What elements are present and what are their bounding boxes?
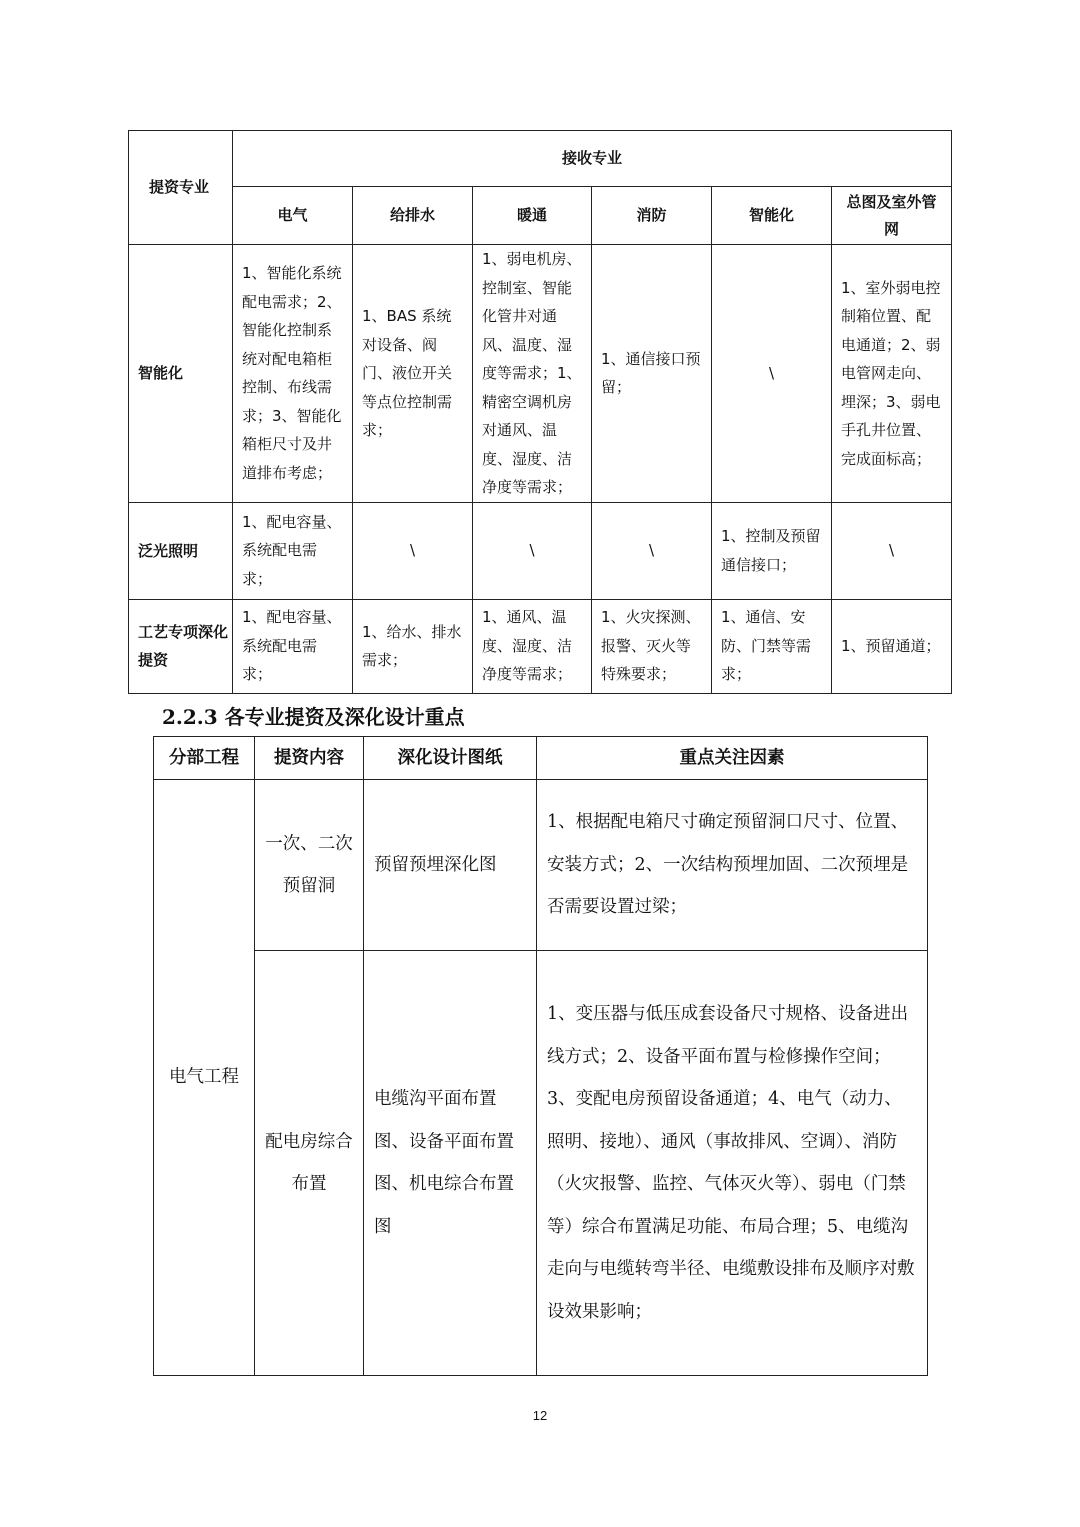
table-cell: 电缆沟平面布置图、设备平面布置图、机电综合布置图	[364, 951, 537, 1376]
table-cell: 1、配电容量、系统配电需求；	[233, 599, 353, 693]
column-header: 分部工程	[154, 737, 255, 780]
table-row	[129, 502, 952, 599]
table-cell: \	[592, 502, 712, 599]
column-header: 暖通	[473, 187, 592, 245]
table-cell: \	[712, 245, 832, 503]
section-heading: 2.2.3 各专业提资及深化设计重点	[162, 705, 465, 729]
table-row	[129, 245, 952, 503]
table-cell: 1、控制及预留通信接口；	[712, 502, 832, 599]
table-cell: 1、通信接口预留；	[592, 245, 712, 503]
header-receiver: 接收专业	[233, 131, 952, 187]
table-cell: 1、变压器与低压成套设备尺寸规格、设备进出线方式；2、设备平面布置与检修操作空间；3、变配电房预留设备通道；4、电气（动力、照明、接地）、通风（事故排风、空调）、消防（火灾报警、监控、气体灭火等）、弱电（门禁等）综合布置满足功能、布局合理；5、电缆沟走向与电缆转弯半径、电缆敷设排布及顺序对敷设效果影响；	[537, 951, 928, 1376]
column-header: 智能化	[712, 187, 832, 245]
table-cell: 1、根据配电箱尺寸确定预留洞口尺寸、位置、安装方式；2、一次结构预埋加固、二次预埋是否需要设置过梁；	[537, 780, 928, 951]
row-header: 智能化	[129, 245, 233, 503]
table-cell: 1、给水、排水需求；	[353, 599, 473, 693]
table-cell: 预留预埋深化图	[364, 780, 537, 951]
column-header: 提资内容	[255, 737, 364, 780]
table-cell: \	[473, 502, 592, 599]
design-focus-table	[153, 736, 928, 1376]
header-provider: 提资专业	[129, 131, 233, 245]
table-cell: 1、室外弱电控制箱位置、配电通道；2、弱电管网走向、埋深；3、弱电手孔井位置、完成面标高；	[832, 245, 952, 503]
column-header: 总图及室外管网	[832, 187, 952, 245]
row-header: 工艺专项深化提资	[129, 599, 233, 693]
table-cell: 1、配电容量、系统配电需求；	[233, 502, 353, 599]
table-row	[154, 951, 928, 1376]
column-header: 重点关注因素	[537, 737, 928, 780]
table-cell: 1、通信、安防、门禁等需求；	[712, 599, 832, 693]
column-header: 消防	[592, 187, 712, 245]
table-row	[154, 780, 928, 951]
table-cell: \	[353, 502, 473, 599]
group-cell: 电气工程	[154, 780, 255, 1376]
column-header: 电气	[233, 187, 353, 245]
row-header: 泛光照明	[129, 502, 233, 599]
table-cell: 1、弱电机房、控制室、智能化管井对通风、温度、湿度等需求；1、精密空调机房对通风、温度、湿度、洁净度等需求；	[473, 245, 592, 503]
table-row	[129, 599, 952, 693]
column-header: 深化设计图纸	[364, 737, 537, 780]
table-cell: 1、预留通道；	[832, 599, 952, 693]
receiver-matrix-table	[128, 130, 952, 694]
table-cell: 1、通风、温度、湿度、洁净度等需求；	[473, 599, 592, 693]
page-number: 12	[532, 1408, 548, 1423]
table-cell: \	[832, 502, 952, 599]
table-cell: 1、火灾探测、报警、灭火等特殊要求；	[592, 599, 712, 693]
table-cell: 1、BAS 系统对设备、阀门、液位开关等点位控制需求；	[353, 245, 473, 503]
table-cell: 配电房综合布置	[255, 951, 364, 1376]
column-header: 给排水	[353, 187, 473, 245]
table-cell: 1、智能化系统配电需求；2、智能化控制系统对配电箱柜控制、布线需求；3、智能化箱柜尺寸及井道排布考虑；	[233, 245, 353, 503]
table-cell: 一次、二次预留洞	[255, 780, 364, 951]
